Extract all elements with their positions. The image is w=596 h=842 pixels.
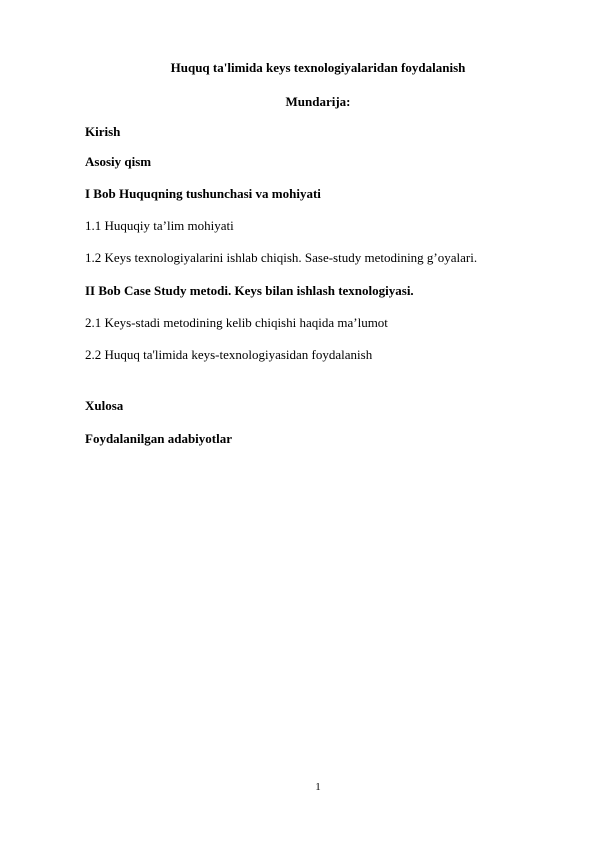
toc-heading: Mundarija: [285,94,351,109]
page-number: 1 [315,781,321,793]
toc-entry-section-1-2: 1.2 Keys texnologiyalarini ishlab chiqish. Sase-study metodining g’oyalari. [85,250,478,265]
toc-entry-chapter-2: II Bob Case Study metodi. Keys bilan ishlash texnologiyasi. [85,283,414,298]
toc-entry-section-2-1: 2.1 Keys-stadi metodining kelib chiqishi haqida ma’lumot [85,315,388,330]
toc-entry-adabiyotlar: Foydalanilgan adabiyotlar [85,431,232,446]
document-title: Huquq ta'limida keys texnologiyalaridan foydalanish [170,60,466,75]
toc-entry-section-2-2: 2.2 Huquq ta'limida keys-texnologiyasidan foydalanish [85,347,373,362]
toc-entry-kirish: Kirish [85,124,121,139]
toc-entry-xulosa: Xulosa [85,398,124,413]
toc-entry-chapter-1: I Bob Huquqning tushunchasi va mohiyati [85,186,321,201]
toc-entry-asosiy-qism: Asosiy qism [85,154,152,169]
toc-entry-section-1-1: 1.1 Huquqiy ta’lim mohiyati [85,218,234,233]
